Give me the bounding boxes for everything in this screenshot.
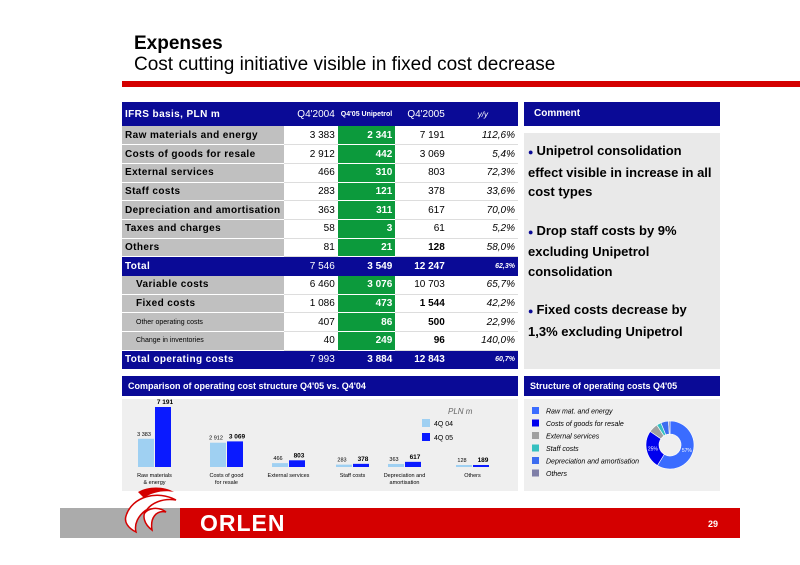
orlen-eagle-logo	[118, 486, 188, 538]
cell-q404: 6 460	[284, 276, 338, 295]
comment-bullet: ● Drop staff costs by 9% excluding Unipetrol consolidation	[528, 222, 677, 279]
cell-q405: 803	[395, 163, 448, 182]
page-subtitle: Cost cutting initiative visible in fixed cost decrease	[134, 54, 556, 75]
legend-swatch	[422, 433, 430, 441]
bar-q404	[138, 439, 154, 467]
category-label: Others	[464, 473, 481, 479]
col-header-basis: IFRS basis, PLN m	[122, 102, 284, 126]
category-label: & energy	[143, 480, 166, 486]
cell-yy: 58,0%	[448, 238, 518, 257]
category-label: Staff costs	[339, 473, 366, 479]
cell-unipetrol: 86	[338, 313, 395, 332]
bar-value-label: 128	[457, 458, 467, 464]
cell-q405: 1 544	[395, 294, 448, 313]
col-header-unipetrol: Q4'05 Unipetrol	[338, 102, 395, 126]
comment-header: Comment	[524, 102, 720, 126]
cell-unipetrol: 21	[338, 238, 395, 257]
cell-q404: 1 086	[284, 294, 338, 313]
cell-yy: 70,0%	[448, 201, 518, 220]
cell-yy: 5,4%	[448, 145, 518, 164]
cell-q404: 58	[284, 219, 338, 238]
pie-legend-label: Depreciation and amortisation	[546, 458, 639, 466]
bar-q405	[353, 464, 369, 467]
cell-q404: 283	[284, 182, 338, 201]
bar-chart-panel	[122, 399, 518, 491]
table-row	[122, 276, 518, 295]
table-row	[122, 332, 518, 351]
expenses-table	[122, 102, 518, 369]
table-row	[122, 126, 518, 145]
bar-chart-header: Comparison of operating cost structure Q4'05 vs. Q4'04	[122, 376, 518, 396]
pie-legend-swatch	[532, 432, 539, 439]
cell-unipetrol: 442	[338, 145, 395, 164]
bar-value-label: 283	[337, 457, 347, 464]
bar-value-label: 2 912	[209, 435, 223, 442]
row-label: Others	[122, 238, 284, 257]
bar-q405	[473, 465, 489, 467]
pie-chart-panel	[524, 399, 720, 491]
unit-label: PLN m	[448, 407, 473, 416]
cell-unipetrol: 3 549	[338, 257, 395, 276]
cell-q404: 7 993	[284, 350, 338, 369]
table-row	[122, 201, 518, 220]
bullet-dot-icon: ●	[528, 306, 534, 316]
bullet-dot-icon: ●	[528, 226, 534, 237]
bar-q404	[388, 464, 404, 467]
bar-value-label: 7 191	[156, 399, 174, 406]
cell-q404: 2 912	[284, 145, 338, 164]
cell-unipetrol: 2 341	[338, 126, 395, 145]
row-label: Costs of goods for resale	[122, 145, 284, 164]
category-label: Raw materials	[137, 473, 172, 479]
cell-q405: 10 703	[395, 276, 448, 295]
bar-value-label: 617	[409, 453, 421, 461]
col-header-q405: Q4'2005	[395, 102, 448, 126]
page-title: Expenses	[134, 33, 223, 54]
row-label: Depreciation and amortisation	[122, 201, 284, 220]
table-row	[122, 219, 518, 238]
cell-yy: 62,3%	[448, 257, 518, 276]
col-header-q404: Q4'2004	[284, 102, 338, 126]
bar-value-label: 363	[389, 456, 399, 463]
cell-yy: 65,7%	[448, 276, 518, 295]
bar-q405	[227, 441, 243, 467]
bar-q404	[336, 465, 352, 467]
category-label: Costs of good	[209, 473, 244, 479]
pie-slice-label: 57%	[681, 447, 692, 454]
cell-unipetrol: 310	[338, 163, 395, 182]
pie-legend-swatch	[532, 445, 539, 452]
pie-chart	[524, 399, 720, 491]
pie-legend-label: Staff costs	[546, 446, 579, 453]
category-label: Depreciation and	[383, 473, 426, 479]
cell-q404: 363	[284, 201, 338, 220]
cell-yy: 72,3%	[448, 163, 518, 182]
cell-unipetrol: 3 884	[338, 350, 395, 369]
col-header-yy: y/y	[448, 102, 518, 126]
cell-yy: 60,7%	[448, 350, 518, 369]
table-header-row	[122, 102, 518, 126]
cell-yy: 112,6%	[448, 126, 518, 145]
pie-slice-label: 25%	[647, 446, 658, 453]
bar-q404	[272, 463, 288, 467]
cell-q404: 40	[284, 332, 338, 351]
cell-yy: 33,6%	[448, 182, 518, 201]
legend-label: 4Q 04	[434, 421, 454, 428]
pie-legend-swatch	[532, 470, 539, 477]
row-label: Other operating costs	[122, 313, 284, 332]
cell-q404: 466	[284, 163, 338, 182]
table-row	[122, 163, 518, 182]
cell-q405: 7 191	[395, 126, 448, 145]
pie-legend-label: External services	[546, 433, 600, 441]
row-label: Staff costs	[122, 182, 284, 201]
pie-legend-label: Raw mat. and energy	[546, 408, 613, 416]
cell-yy: 5,2%	[448, 219, 518, 238]
cell-unipetrol: 311	[338, 201, 395, 220]
row-label: External services	[122, 163, 284, 182]
category-label: for resale	[215, 480, 238, 486]
table-row	[122, 313, 518, 332]
cell-unipetrol: 121	[338, 182, 395, 201]
table-row	[122, 257, 518, 276]
cell-yy: 42,2%	[448, 294, 518, 313]
cell-q405: 500	[395, 313, 448, 332]
page-number: 29	[708, 519, 719, 529]
cell-q405: 61	[395, 219, 448, 238]
cell-q405: 12 843	[395, 350, 448, 369]
comment-body	[524, 133, 720, 369]
bar-value-label: 3 069	[228, 433, 246, 441]
cell-q405: 12 247	[395, 257, 448, 276]
row-label: Change in inventories	[122, 332, 284, 351]
cell-q405: 128	[395, 238, 448, 257]
legend-label: 4Q 05	[434, 435, 454, 442]
bar-q404	[456, 465, 472, 467]
row-label: Variable costs	[122, 276, 284, 295]
cell-yy: 140,0%	[448, 332, 518, 351]
cell-q404: 7 546	[284, 257, 338, 276]
cell-yy: 22,9%	[448, 313, 518, 332]
cell-q405: 3 069	[395, 145, 448, 164]
bar-q405	[155, 407, 171, 467]
bar-q405	[405, 462, 421, 467]
comment-bullet: ● Unipetrol consolidation effect visible in increase in all cost types	[528, 143, 712, 199]
bar-q405	[289, 460, 305, 467]
cell-q405: 96	[395, 332, 448, 351]
bar-value-label: 378	[357, 455, 369, 463]
cell-unipetrol: 3	[338, 219, 395, 238]
category-label: External services	[267, 473, 310, 479]
pie-legend-swatch	[532, 407, 539, 414]
row-label: Total operating costs	[122, 350, 284, 369]
pie-legend-label: Costs of goods for resale	[546, 421, 624, 428]
table-row	[122, 145, 518, 164]
bar-value-label: 189	[477, 457, 489, 464]
table-row	[122, 294, 518, 313]
cell-unipetrol: 3 076	[338, 276, 395, 295]
table-row	[122, 238, 518, 257]
cell-q405: 378	[395, 182, 448, 201]
bullet-dot-icon: ●	[528, 147, 534, 157]
pie-chart-header: Structure of operating costs Q4'05	[524, 376, 720, 396]
cell-q404: 407	[284, 313, 338, 332]
cell-q404: 3 383	[284, 126, 338, 145]
cell-unipetrol: 473	[338, 294, 395, 313]
pie-legend-swatch	[532, 420, 539, 427]
bar-chart	[122, 399, 518, 491]
row-label: Total	[122, 257, 284, 276]
bar-value-label: 803	[293, 452, 305, 460]
legend-swatch	[422, 419, 430, 427]
row-label: Fixed costs	[122, 294, 284, 313]
bar-q404	[210, 443, 226, 467]
table-row	[122, 350, 518, 369]
row-label: Raw materials and energy	[122, 126, 284, 145]
cell-q404: 81	[284, 238, 338, 257]
brand-name: ORLEN	[200, 510, 286, 536]
bar-value-label: 3 383	[137, 431, 151, 438]
cell-q405: 617	[395, 201, 448, 220]
pie-legend-swatch	[532, 457, 539, 464]
pie-legend-label: Others	[546, 471, 568, 478]
title-divider	[122, 81, 800, 87]
table-row	[122, 182, 518, 201]
cell-unipetrol: 249	[338, 332, 395, 351]
bar-value-label: 466	[273, 456, 283, 463]
row-label: Taxes and charges	[122, 219, 284, 238]
comment-bullet: ● Fixed costs decrease by 1,3% excluding Unipetrol	[528, 302, 687, 339]
category-label: amortisation	[389, 480, 420, 486]
